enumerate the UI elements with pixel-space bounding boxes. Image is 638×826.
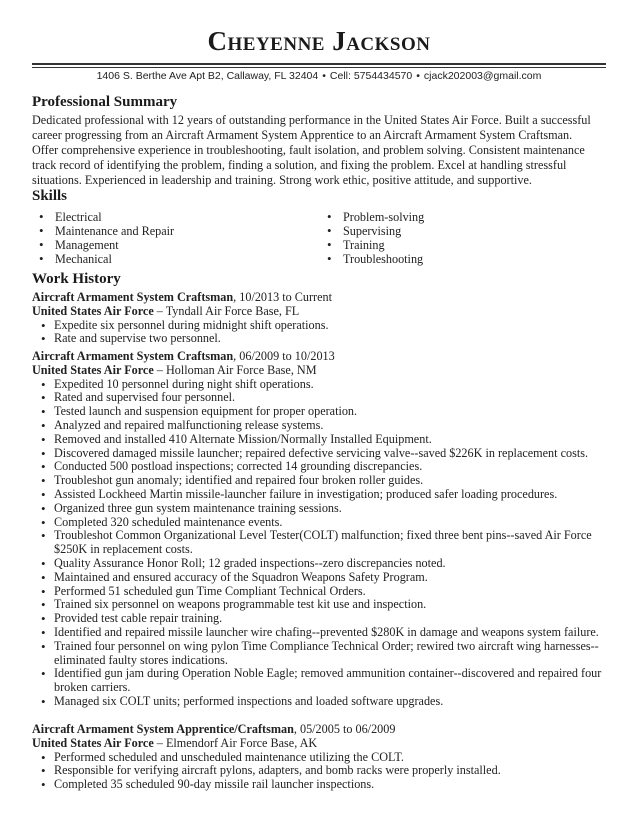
- job-bullets: [32, 378, 607, 709]
- job-bullet: • Identified and repaired missile launcher wire chafing--prevented $280K in damage and weapons system failure.: [32, 626, 607, 640]
- job-title: Aircraft Armament System Apprentice/Craftsman: [32, 722, 294, 736]
- job-location: – Holloman Air Force Base, NM: [153, 362, 317, 377]
- job-bullet: • Organized three gun system maintenance training sessions.: [32, 502, 607, 516]
- employer: United States Air Force: [32, 735, 154, 750]
- job-entry: [32, 723, 607, 792]
- job-location: – Tyndall Air Force Base, FL: [153, 303, 300, 318]
- skill-item: • Troubleshooting: [320, 252, 424, 266]
- job-title: Aircraft Armament System Craftsman: [32, 349, 234, 363]
- skill-item: • Training: [320, 238, 424, 252]
- job-entry: [32, 291, 607, 346]
- skill-item: • Supervising: [320, 224, 424, 238]
- skills-right-list: [320, 210, 424, 266]
- header-rule-thin: [32, 67, 606, 68]
- header-rule-thick: [32, 63, 606, 65]
- job-bullet: • Tested launch and suspension equipment for proper operation.: [32, 405, 607, 419]
- job-bullet: • Responsible for verifying aircraft pylons, adapters, and bomb racks were properly installed.: [32, 764, 607, 778]
- job-bullet: • Completed 35 scheduled 90-day missile rail launcher inspections.: [32, 778, 607, 792]
- employer: United States Air Force: [32, 362, 154, 377]
- job-bullet: • Managed six COLT units; performed inspections and loaded software upgrades.: [32, 695, 607, 709]
- job-bullet: • Troubleshot gun anomaly; identified and repaired four broken roller guides.: [32, 474, 607, 488]
- job-bullet: • Completed 320 scheduled maintenance events.: [32, 516, 607, 530]
- job-title: Aircraft Armament System Craftsman: [32, 290, 234, 304]
- address: 1406 S. Berthe Ave Apt B2, Callaway, FL 32404: [96, 70, 319, 82]
- job-bullet: • Assisted Lockheed Martin missile-launcher failure in investigation; produced safer loading procedures.: [32, 488, 607, 502]
- job-bullet: • Performed 51 scheduled gun Time Compliant Technical Orders.: [32, 585, 607, 599]
- job-bullet: • Rate and supervise two personnel.: [32, 332, 607, 346]
- candidate-name: Cheyenne Jackson: [207, 26, 431, 56]
- job-bullet: • Conducted 500 postload inspections; corrected 14 grounding discrepancies.: [32, 460, 607, 474]
- job-bullet: • Quality Assurance Honor Roll; 12 graded inspections--zero discrepancies noted.: [32, 557, 607, 571]
- job-bullet: • Performed scheduled and unscheduled maintenance utilizing the COLT.: [32, 751, 607, 765]
- job-bullet: • Removed and installed 410 Alternate Mission/Normally Installed Equipment.: [32, 433, 607, 447]
- job-location: – Elmendorf Air Force Base, AK: [153, 735, 318, 750]
- separator-dot: •: [416, 70, 420, 82]
- skill-item: • Mechanical: [32, 252, 174, 266]
- cell-phone: Cell: 5754434570: [329, 70, 413, 82]
- job-bullet: • Expedite six personnel during midnight shift operations.: [32, 319, 607, 333]
- employer: United States Air Force: [32, 303, 154, 318]
- job-dates: , 10/2013 to Current: [233, 290, 333, 304]
- job-bullet: • Provided test cable repair training.: [32, 612, 607, 626]
- summary-heading: Professional Summary: [32, 94, 178, 110]
- job-bullet: • Analyzed and repaired malfunctioning release systems.: [32, 419, 607, 433]
- separator-dot: •: [322, 70, 326, 82]
- job-bullet: • Trained four personnel on wing pylon Time Compliance Technical Order; rewired two aircraft wing harnesses--eliminated faulty stores indications.: [32, 640, 607, 668]
- job-bullet: • Troubleshot Common Organizational Level Tester(COLT) malfunction; fixed three bent pins--saved Air Force $250K in replacement costs.: [32, 529, 607, 557]
- job-entry: [32, 350, 607, 709]
- skills-left-list: [32, 210, 174, 266]
- job-bullets: [32, 751, 607, 792]
- email: cjack202003@gmail.com: [423, 70, 542, 82]
- job-bullets: [32, 319, 607, 347]
- job-bullet: • Maintained and ensured accuracy of the Squadron Weapons Safety Program.: [32, 571, 607, 585]
- job-bullet: • Trained six personnel on weapons programmable test kit use and inspection.: [32, 598, 607, 612]
- job-bullet: • Expedited 10 personnel during night shift operations.: [32, 378, 607, 392]
- skill-item: • Management: [32, 238, 174, 252]
- job-dates: , 05/2005 to 06/2009: [293, 722, 396, 736]
- skill-item: • Problem-solving: [320, 210, 424, 224]
- skills-heading: Skills: [32, 188, 68, 204]
- skill-item: • Electrical: [32, 210, 174, 224]
- skill-item: • Maintenance and Repair: [32, 224, 174, 238]
- job-bullet: • Discovered damaged missile launcher; repaired defective servicing valve--saved $226K in replacement costs.: [32, 447, 607, 461]
- job-bullet: • Rated and supervised four personnel.: [32, 391, 607, 405]
- work-heading: Work History: [32, 271, 121, 287]
- summary-text: Dedicated professional with 12 years of outstanding performance in the United States Air Force. Built a successful career progressing from an Aircraft Armament System Apprentice to an Aircraft Armament System Craftsman. Offer comprehensive experience in troubleshooting, fault isolation, and problem solving. Consistent maintenance track record of identifying the problem, finding a solution, and fixing the problem. Excel at handling stressful situations. Experienced in leadership and training. Strong work ethic, positive attitude, and supportive.: [32, 113, 591, 187]
- job-bullet: • Identified gun jam during Operation Noble Eagle; removed ammunition container--discovered and repaired four broken carriers.: [32, 667, 607, 695]
- contact-line: [0, 70, 638, 82]
- job-dates: , 06/2009 to 10/2013: [233, 349, 335, 363]
